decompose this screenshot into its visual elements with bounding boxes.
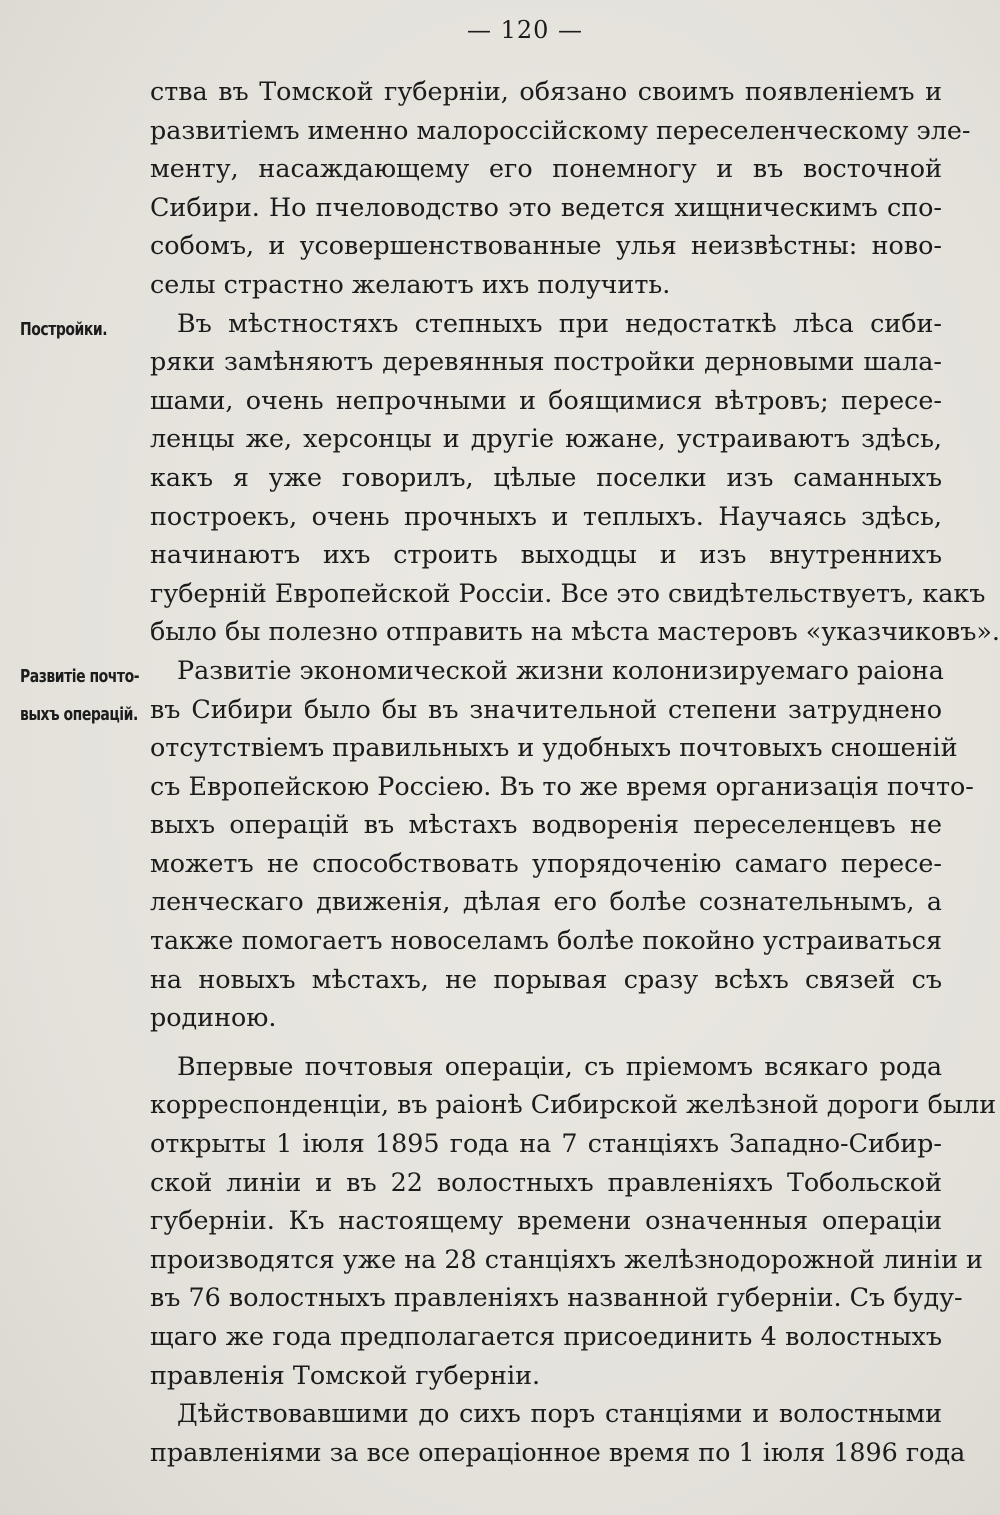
text-line: производятся уже на 28 станціяхъ желѣзнодорожной линіи и: [150, 1243, 983, 1274]
paragraph-postal-first: [150, 1047, 997, 1394]
text-line: губерній Европейской Россіи. Все это свидѣтельствуетъ, какъ: [150, 577, 986, 608]
text-line: ленческаго движенія, дѣлая его болѣе сознательнымъ, а: [150, 886, 942, 917]
text-line: ства въ Томской губерніи, обязано своимъ появленіемъ и: [150, 76, 942, 106]
margin-note-line: Постройки.: [20, 320, 108, 340]
text-line: отсутствіемъ правильныхъ и удобныхъ почтовыхъ сношеній: [150, 732, 958, 763]
paragraph-postal-stations: [150, 1394, 966, 1471]
margin-note-line: выхъ операцій.: [20, 705, 138, 725]
text-line: съ Европейскою Россіею. Въ то же время организація почто-: [150, 770, 974, 801]
text-line: Въ мѣстностяхъ степныхъ при недостаткѣ лѣса сиби-: [177, 307, 942, 338]
text-line: менту, насаждающему его понемногу и въ восточной: [150, 153, 942, 184]
text-line: правленіями за все операціонное время по 1 іюля 1896 года: [150, 1436, 966, 1467]
text-line: на новыхъ мѣстахъ, не порывая сразу всѣхъ связей съ: [150, 963, 942, 994]
paragraph-beekeeping: [150, 72, 971, 304]
margin-note-buildings: [20, 311, 107, 349]
text-line: также помогаетъ новоселамъ болѣе покойно устраиваться: [150, 925, 942, 956]
text-line: какъ я уже говорилъ, цѣлые поселки изъ саманныхъ: [150, 461, 942, 492]
margin-note-line: Развитіе почто-: [20, 667, 140, 687]
text-line: собомъ, и усовершенствованные улья неизвѣстны: ново-: [150, 230, 942, 261]
text-line: губерніи. Къ настоящему времени означенныя операціи: [150, 1205, 942, 1236]
text-line: можетъ не способствовать упорядоченію самаго пересе-: [150, 847, 942, 878]
text-line: въ Сибири было бы въ значительной степени затруднено: [150, 693, 942, 724]
text-line: развитіемъ именно малороссійскому переселенческому эле-: [150, 114, 971, 145]
text-line: было бы полезно отправить на мѣста мастеровъ «указчиковъ».: [150, 616, 1000, 647]
text-line: ской линіи и въ 22 волостныхъ правленіяхъ Тобольской: [150, 1166, 942, 1197]
text-line: Дѣйствовавшими до сихъ поръ станціями и волостными: [177, 1398, 942, 1429]
text-line: правленія Томской губерніи.: [150, 1359, 541, 1390]
text-line: построекъ, очень прочныхъ и теплыхъ. Научаясь здѣсь,: [150, 500, 942, 531]
text-line: родиною.: [150, 1002, 277, 1033]
page-number: — 120 —: [466, 16, 584, 44]
text-line: начинаютъ ихъ строить выходцы и изъ внутреннихъ: [150, 539, 942, 570]
paragraph-buildings: [150, 304, 1000, 651]
text-line: шами, очень непрочными и боящимися вѣтровъ; пересе-: [150, 384, 942, 415]
text-line: Развитіе экономической жизни колонизируемаго раіона: [177, 654, 944, 685]
text-line: выхъ операцій въ мѣстахъ водворенія переселенцевъ не: [150, 809, 942, 840]
text-line: въ 76 волостныхъ правленіяхъ названной губерніи. Съ буду-: [150, 1282, 963, 1313]
text-line: открыты 1 іюля 1895 года на 7 станціяхъ Западно-Сибир-: [150, 1128, 942, 1159]
text-line: ряки замѣняютъ деревянныя постройки дерновыми шала-: [150, 346, 942, 377]
text-line: Впервые почтовыя операціи, съ пріемомъ всякаго рода: [177, 1050, 942, 1081]
text-line: Сибири. Но пчеловодство это ведется хищническимъ спо-: [150, 191, 942, 222]
text-line: селы страстно желаютъ ихъ получить.: [150, 268, 671, 299]
margin-note-postal: [20, 658, 139, 734]
text-line: ленцы же, херсонцы и другіе южане, устраиваютъ здѣсь,: [150, 423, 942, 454]
text-line: корреспонденціи, въ раіонѣ Сибирской желѣзной дороги были: [150, 1089, 997, 1120]
body-text: [150, 72, 1000, 1471]
paragraph-postal-development: [150, 651, 974, 1037]
text-line: щаго же года предполагается присоединить 4 волостныхъ: [150, 1321, 942, 1351]
